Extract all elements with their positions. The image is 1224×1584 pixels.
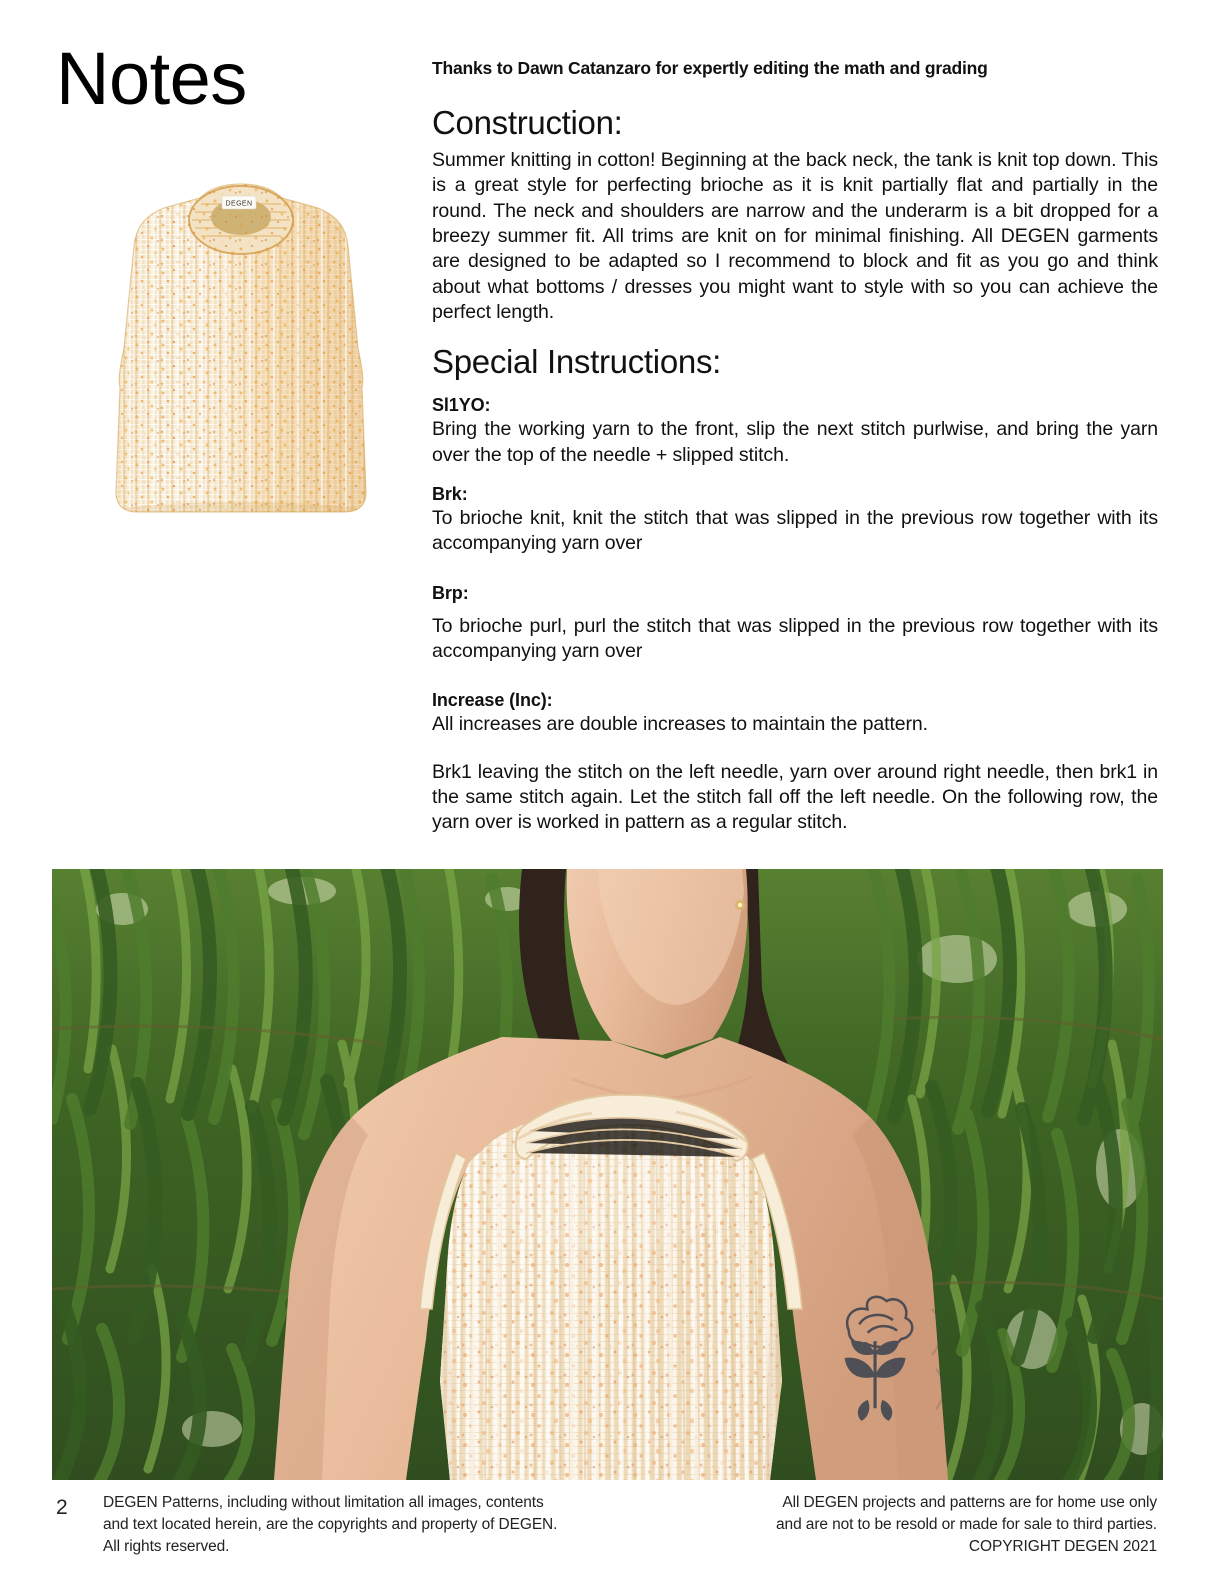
term-definition-brp: To brioche purl, purl the stitch that was slipped in the previous row together with its accompanying yarn over xyxy=(432,614,1158,662)
right-column xyxy=(432,58,1158,836)
footer-copyright-notice: DEGEN Patterns, including without limitation all images, contents and text located herein, are the copyrights and property of DEGEN. All rights reserved. xyxy=(103,1494,558,1555)
footer-usage-line-2: and are not to be resold or made for sale to third parties. xyxy=(776,1516,1157,1533)
term-label-brp: Brp: xyxy=(432,582,469,603)
hero-model-photo xyxy=(52,869,1163,1480)
svg-text:DEGEN: DEGEN xyxy=(225,200,253,208)
term-definition-brk: To brioche knit, knit the stitch that was slipped in the previous row together with its accompanying yarn over xyxy=(432,506,1158,555)
term-definition-increase: All increases are double increases to maintain the pattern. xyxy=(432,713,928,736)
paragraph-spacer xyxy=(432,738,1158,760)
footer-usage-notice xyxy=(687,1492,1157,1558)
footer-usage-line-1: All DEGEN projects and patterns are for home use only xyxy=(782,1494,1157,1511)
term-definition-sl1yo: Bring the working yarn to the front, slip the next stitch purlwise, and bring the yarn over the top of the needle + slipped stitch. xyxy=(432,418,1158,466)
flatlay-garment-image xyxy=(82,172,400,524)
credit-line: Thanks to Dawn Catanzaro for expertly editing the math and grading xyxy=(432,58,988,78)
term-label-brk: Brk: xyxy=(432,483,468,504)
term-label-sl1yo: Sl1YO: xyxy=(432,395,491,416)
construction-heading: Construction: xyxy=(432,103,623,141)
term-label-increase: Increase (Inc): xyxy=(432,690,553,711)
increase-closing-note: Brk1 leaving the stitch on the left needle, yarn over around right needle, then brk1 in the same stitch again. Let the stitch fall off the left needle. On the following row, the yarn over is worked in pattern as a regular stitch. xyxy=(432,760,1158,834)
page-footer xyxy=(0,1489,1224,1584)
special-instructions-heading: Special Instructions: xyxy=(432,343,722,381)
page-number: 2 xyxy=(56,1496,68,1519)
footer-copyright-line: COPYRIGHT DEGEN 2021 xyxy=(968,1538,1157,1555)
left-column xyxy=(56,37,416,120)
construction-body: Summer knitting in cotton! Beginning at the back neck, the tank is knit top down. This is a great style for perfecting brioche as it is knit partially flat and partially in the round. The neck and shoulders are narrow and the underarm is a bit dropped for a breezy summer fit. All trims are knit on for minimal finishing. All DEGEN garments are designed to be adapted so I recommend to block and fit as you go and think about what bottoms / dresses you might want to style with so you can achieve the perfect length. xyxy=(432,148,1158,323)
page-title: Notes xyxy=(56,37,247,120)
degen-brand-label xyxy=(222,196,256,209)
